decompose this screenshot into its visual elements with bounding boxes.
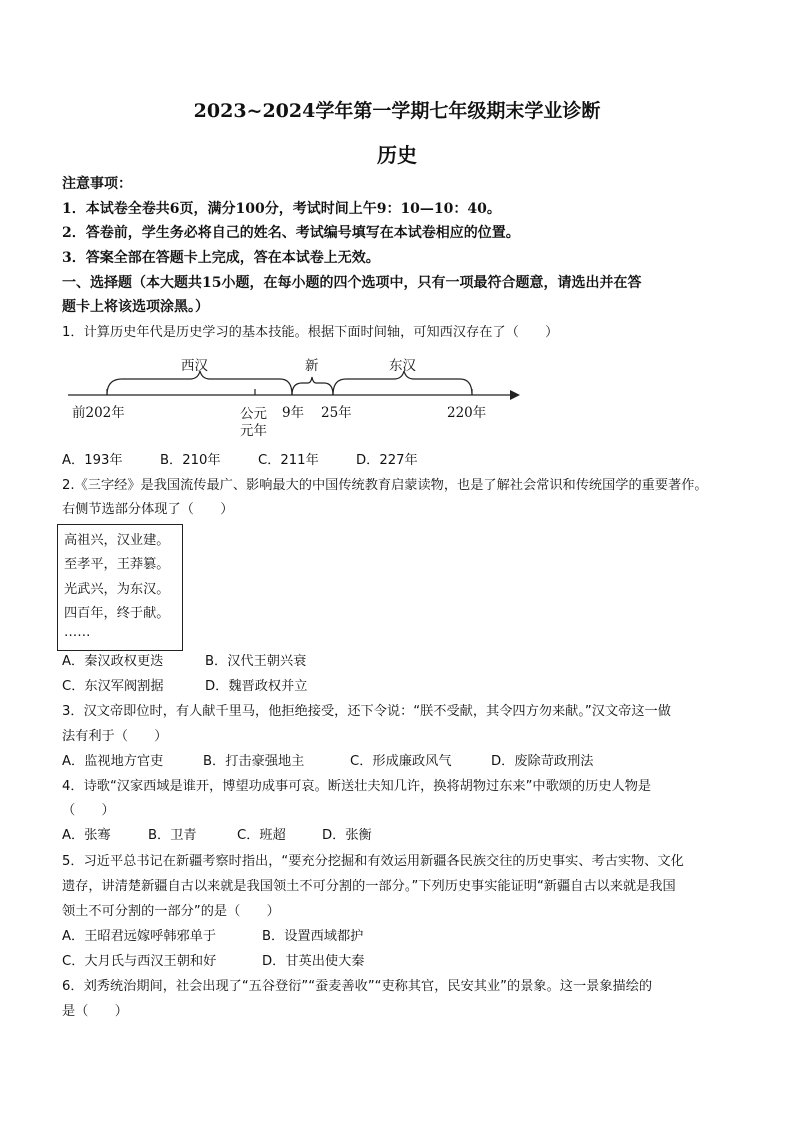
option-b[interactable]: B．设置西域都护 xyxy=(262,929,364,944)
option-b[interactable]: B．打击豪强地主 xyxy=(203,754,305,769)
period-label-xin: 新 xyxy=(305,358,319,374)
excerpt-line: 四百年，终于献。 xyxy=(64,606,170,621)
option-c[interactable]: C．形成廉政风气 xyxy=(350,754,452,769)
excerpt-line: 至孝平，王莽篡。 xyxy=(64,557,170,572)
option-b[interactable]: B．210年 xyxy=(160,453,221,468)
question-6-stem: 6．刘秀统治期间，社会出现了“五谷登衍”“蚕麦善收”“吏称其官，民安其业”的景象。这一景象描绘的 xyxy=(62,979,653,994)
excerpt-line: 光武兴，为东汉。 xyxy=(64,582,170,597)
note-item: 2．答卷前，学生务必将自己的姓名、考试编号填写在本试卷相应的位置。 xyxy=(62,225,520,241)
exam-title: 2023~2024学年第一学期七年级期末学业诊断 xyxy=(193,100,601,122)
question-5-stem-cont: 遗存，讲清楚新疆自古以来就是我国领土不可分割的一部分。”下列历史事实能证明“新疆自古以来就是我国 xyxy=(62,879,676,894)
note-item: 3．答案全部在答题卡上完成，答在本试卷上无效。 xyxy=(62,250,380,266)
section-heading-cont: 题卡上将该选项涂黑。） xyxy=(62,299,209,315)
option-c[interactable]: C．班超 xyxy=(237,828,286,843)
excerpt-line: 高祖兴，汉业建。 xyxy=(64,533,170,548)
tick-label: 9年 xyxy=(282,405,305,421)
brace-eastern-han xyxy=(333,371,472,395)
option-d[interactable]: D．227年 xyxy=(356,453,418,468)
section-heading: 一、选择题（本大题共15小题，在每小题的四个选项中，只有一项最符合题意，请选出并在答 xyxy=(62,275,642,291)
option-a[interactable]: A．王昭君远嫁呼韩邪单于 xyxy=(62,929,217,944)
notes-heading: 注意事项： xyxy=(62,176,132,192)
option-d[interactable]: D．张衡 xyxy=(322,828,372,843)
option-c[interactable]: C．东汉军阀割据 xyxy=(62,679,164,694)
brace-xin xyxy=(292,377,333,395)
option-a[interactable]: A．秦汉政权更迭 xyxy=(62,654,164,669)
tick-label: 25年 xyxy=(321,405,352,421)
option-c[interactable]: C．211年 xyxy=(258,453,319,468)
timeline-svg xyxy=(62,345,542,445)
tick-label: 220年 xyxy=(447,405,487,421)
question-5-stem: 5．习近平总书记在新疆考察时指出，“要充分挖掘和有效运用新疆各民族交往的历史事实、考古实物、文化 xyxy=(62,854,684,869)
option-b[interactable]: B．汉代王朝兴衰 xyxy=(205,654,307,669)
option-b[interactable]: B．卫青 xyxy=(148,828,197,843)
option-d[interactable]: D．废除苛政刑法 xyxy=(491,754,594,769)
period-label-western-han: 西汉 xyxy=(181,358,208,374)
option-a[interactable]: A．监视地方官吏 xyxy=(62,754,164,769)
option-a[interactable]: A．193年 xyxy=(62,453,123,468)
question-3-stem: 3．汉文帝即位时，有人献千里马，他拒绝接受，还下令说：“朕不受献，其令四方勿来献。”汉文帝这一做 xyxy=(62,704,671,719)
excerpt-box xyxy=(57,524,183,651)
subject-title: 历史 xyxy=(377,143,417,167)
option-d[interactable]: D．魏晋政权并立 xyxy=(205,679,308,694)
question-1-stem: 1．计算历史年代是历史学习的基本技能。根据下面时间轴，可知西汉存在了（ ） xyxy=(62,325,559,340)
option-c[interactable]: C．大月氏与西汉王朝和好 xyxy=(62,954,217,969)
question-2-stem: 2.《三字经》是我国流传最广、影响最大的中国传统教育启蒙读物，也是了解社会常识和传统国学的重要著作。 xyxy=(62,478,708,493)
timeline-arrow xyxy=(510,390,520,400)
option-d[interactable]: D．甘英出使大秦 xyxy=(262,954,365,969)
question-4-stem-cont: （ ） xyxy=(62,803,115,818)
question-3-stem-cont: 法有利于（ ） xyxy=(62,729,168,744)
question-5-stem-cont: 领土不可分割的一部分”的是（ ） xyxy=(62,904,280,919)
timeline-figure xyxy=(62,345,542,445)
question-4-stem: 4．诗歌“汉家西域是谁开，博望功成事可哀。断送壮夫知几许，换将胡物过东来”中歌颂的历史人物是 xyxy=(62,779,652,794)
period-label-eastern-han: 东汉 xyxy=(389,358,416,374)
tick-label: 公元 xyxy=(240,406,267,422)
tick-label: 前202年 xyxy=(72,405,125,421)
brace-western-han xyxy=(107,371,292,395)
note-item: 1．本试卷全卷共6页，满分100分，考试时间上午9：10—10：40。 xyxy=(62,201,501,217)
excerpt-line: …… xyxy=(64,625,91,640)
question-2-stem-cont: 右侧节选部分体现了（ ） xyxy=(62,502,234,517)
option-a[interactable]: A．张骞 xyxy=(62,828,111,843)
tick-label: 元年 xyxy=(240,423,267,439)
question-6-stem-cont: 是（ ） xyxy=(62,1004,128,1019)
